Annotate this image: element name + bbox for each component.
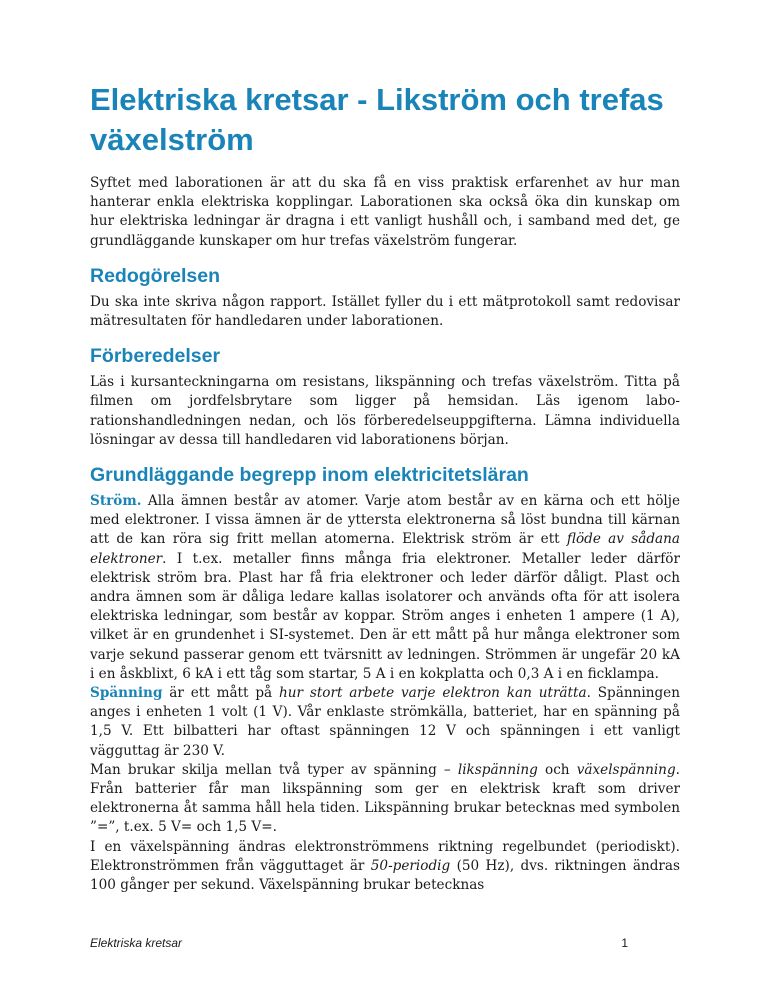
strom-paragraph: Ström. Alla ämnen består av atomer. Varje atom består av en kärna och ett hölje med elektroner. I vissa ämnen är de yttersta elektronerna så löst bundna till kärnan att de kan röra sig fritt mellan atomerna. Elektrisk ström är ett flöde av sådana elektroner. I t.ex. metaller finns många fria elektroner. Metaller leder därför elektrisk ström bra. Plast har få fria elektroner och leder därför dåligt. Plast och andra ämnen som är dåliga ledare kallas isolatorer och används ofta för att isolera elektriska ledningar, som består av koppar. Ström anges i enheten 1 ampere (1 A), vilket är en grundenhet i SI-systemet. Den är ett mått på hur många elektroner som varje sekund passerar genom ett tvärsnitt av ledningen. Strömmen är ungefär 20 kA i en åskblixt, 6 kA i ett tåg som startar, 5 A i en kokplatta och 0,3 A i en ficklampa. [90,493,681,682]
intro-paragraph: Syftet med laborationen är att du ska få en viss praktisk erfarenhet av hur man hanterar enkla elektriska kopplingar. Laborationen ska också öka din kunskap om hur elektriska ledningar är dragna i ett vanligt hushåll och, i samband med det, ge grundläggande kunskaper om hur trefas växelström fungerar. [90,175,680,249]
heading-redogorelsen: Redogörelsen [90,264,221,287]
heading-begrepp: Grundläggande begrepp inom elektricitetsläran [90,464,529,487]
page-content [90,80,680,895]
page-footer [90,936,628,950]
typer-paragraph: Man brukar skilja mellan två typer av spänning – likspänning och växelspänning. Från batterier får man likspänning som ger en elektrisk kraft som driver elektronerna åt samma håll hela tiden. Likspänning brukar betecknas med symbolen ”=”, t.ex. 5 V= och 1,5 V=. [90,761,680,836]
spanning-paragraph: Spänning är ett mått på hur stort arbete varje elektron kan uträtta. Spänningen anges i enheten 1 volt (1 V). Vår enklaste strömkälla, batteriet, har en spänning på 1,5 V. Ett bilbatteri har oftast spänningen 12 V och spänningen i ett vanligt vägguttag är 230 V. [90,685,680,759]
heading-forberedelser: Förberedelser [90,345,221,368]
page-number: 1 [621,936,628,950]
term-spanning: Spänning [90,685,163,702]
vaxel-paragraph: I en växelspänning ändras elektronströmmens riktning regelbundet (periodiskt). Elektronströmmen från vägguttaget är 50-periodig (50 Hz), dvs. riktningen ändras 100 gånger per sekund. Växelspänning brukar betecknas [90,838,680,894]
forberedelser-paragraph: Läs i kursanteckningarna om resistans, likspänning och trefas växelström. Titta på filmen om jordfelsbrytare som ligger på hemsidan. Läs igenom laborationshandledningen nedan, och lös förberedelseuppgifterna. Lämna individuella lösningar av dessa till handledaren vid laborationens början. [90,374,680,448]
term-strom: Ström. [90,493,142,510]
redogorelsen-paragraph: Du ska inte skriva någon rapport. Istället fyller du i ett mätprotokoll samt redovisar mätresultaten för handledaren under laborationen. [90,293,680,330]
footer-title: Elektriska kretsar [90,936,183,950]
page-title: Elektriska kretsar - Likström och trefas växelström [90,82,664,157]
